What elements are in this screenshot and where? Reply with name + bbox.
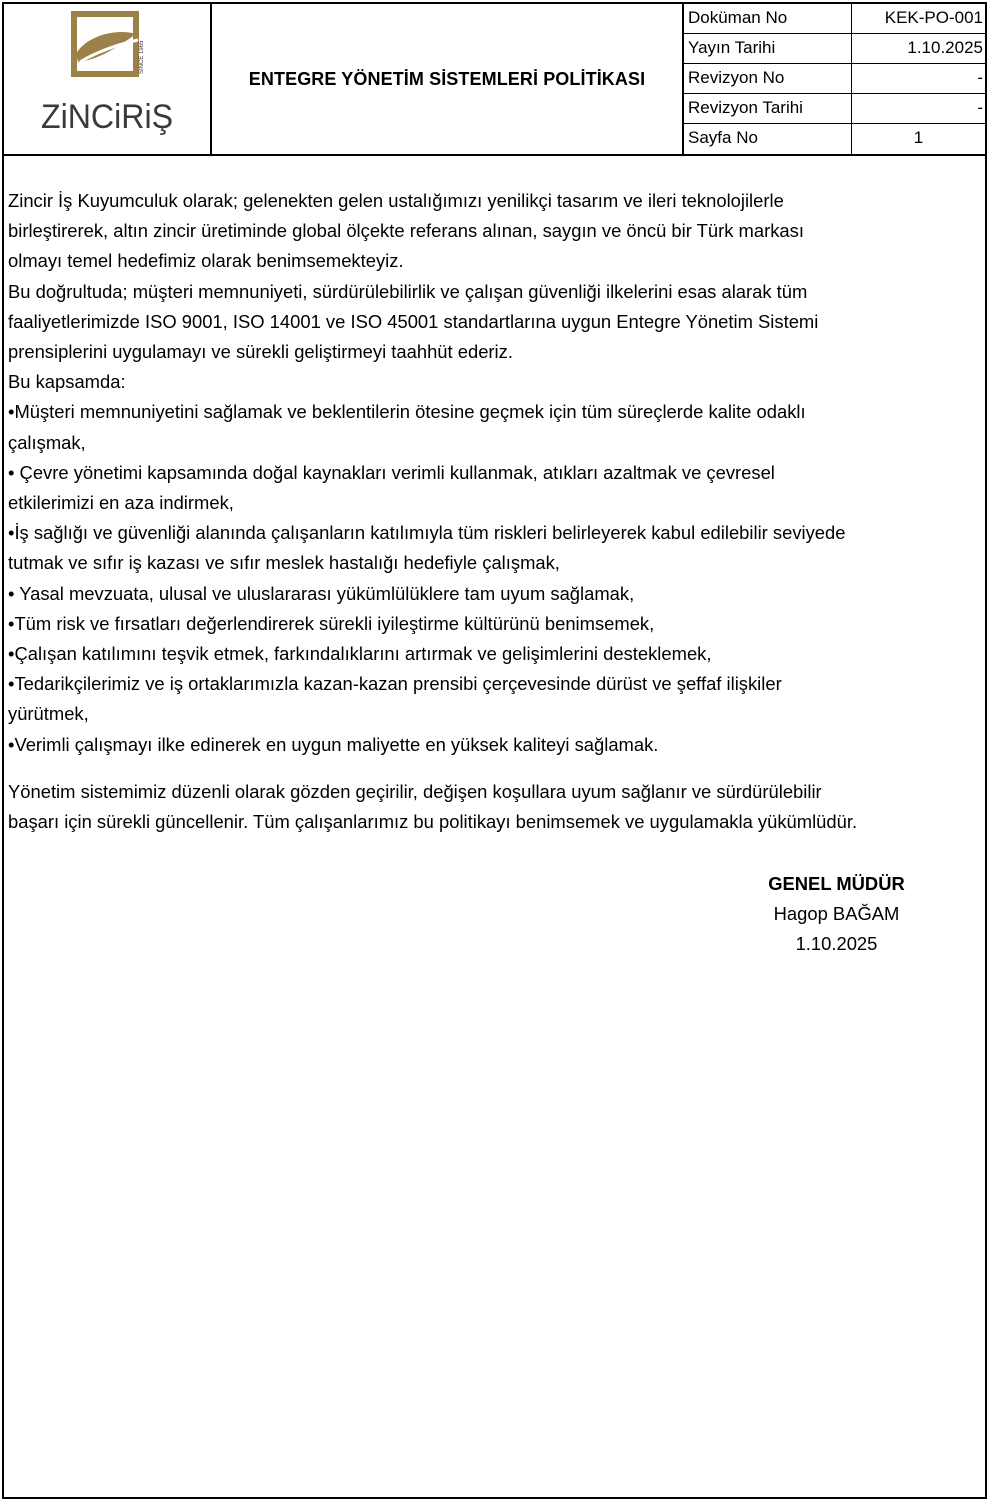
meta-divider (851, 94, 852, 123)
meta-label: Sayfa No (688, 128, 758, 147)
document-page (2, 2, 987, 1499)
body-line: tutmak ve sıfır iş kazası ve sıfır meslek hastalığı hedefiyle çalışmak, (8, 552, 560, 574)
signature-block (734, 869, 939, 960)
body-line: •Çalışan katılımını teşvik etmek, farkındalıklarını artırmak ve gelişimlerini desteklemek, (8, 643, 712, 665)
meta-label: Doküman No (688, 8, 788, 27)
body-line: Bu kapsamda: (8, 371, 126, 393)
meta-row-publish-date (684, 34, 985, 64)
body-line: prensiplerini uygulamayı ve sürekli geliştirmeyi taahhüt ederiz. (8, 341, 513, 363)
meta-value: KEK-PO-001 (884, 8, 983, 27)
chain-link-icon (74, 14, 138, 74)
meta-label: Yayın Tarihi (688, 38, 776, 57)
body-line: Zincir İş Kuyumculuk olarak; gelenekten gelen ustalığımızı yenilikçi tasarım ve ileri teknolojilerle (8, 190, 784, 211)
body-line: • Yasal mevzuata, ulusal ve uluslararası yükümlülüklere tam uyum sağlamak, (8, 582, 635, 604)
body-line: •Verimli çalışmayı ilke edinerek en uygun maliyette en yüksek kaliteyi sağlamak. (8, 733, 659, 755)
meta-divider (851, 34, 852, 63)
signatory-name: Hagop BAĞAM (773, 903, 900, 925)
body-line: faaliyetlerimizde ISO 9001, ISO 14001 ve ISO 45001 standartlarına uygun Entegre Yönetim Sistemi (8, 310, 819, 332)
body-line: yürütmek, (8, 703, 89, 725)
body-line: •Tüm risk ve fırsatları değerlendirerek sürekli iyileştirme kültürünü benimsemek, (8, 612, 655, 634)
policy-closing (8, 777, 983, 837)
meta-label: Revizyon No (688, 68, 785, 87)
body-line: • Çevre yönetimi kapsamında doğal kaynakları verimli kullanmak, atıkları azaltmak ve çevresel (8, 461, 775, 483)
meta-divider (851, 64, 852, 93)
document-title: ENTEGRE YÖNETİM SİSTEMLERİ POLİTİKASI (248, 68, 646, 89)
body-line: Bu doğrultuda; müşteri memnuniyeti, sürdürülebilirlik ve çalışan güvenliği ilkelerini esas alarak tüm (8, 280, 808, 302)
meta-value: - (977, 98, 983, 117)
logo-cell (4, 4, 212, 154)
closing-line: Yönetim sistemimiz düzenli olarak gözden geçirilir, değişen koşullara uyum sağlanır ve sürdürülebilir (8, 781, 822, 802)
meta-row-document-no (684, 4, 985, 34)
closing-line: başarı için sürekli güncellenir. Tüm çalışanlarımız bu politikayı benimsemek ve uygulamakla yükümlüdür. (8, 811, 858, 833)
meta-value: - (977, 68, 983, 87)
body-line: •Müşteri memnuniyetini sağlamak ve beklentilerin ötesine geçmek için tüm süreçlerde kalite odaklı (8, 401, 806, 423)
signature-date: 1.10.2025 (795, 933, 878, 955)
meta-divider (851, 4, 852, 33)
zincirs-logo (4, 4, 210, 154)
body-line: •Tedarikçilerimiz ve iş ortaklarımızla kazan-kazan prensibi çerçevesinde dürüst ve şeffaf ilişkiler (8, 673, 782, 695)
title-cell (212, 4, 684, 154)
since-label: SINCE 1965 (139, 40, 145, 74)
meta-value: 1.10.2025 (907, 38, 983, 57)
meta-value: 1 (913, 128, 924, 147)
meta-row-revision-no (684, 64, 985, 94)
body-line: •İş sağlığı ve güvenliği alanında çalışanların katılımıyla tüm riskleri belirleyerek kabul edilebilir seviyede (8, 522, 846, 544)
body-line: birleştirerek, altın zincir üretiminde global ölçekte referans alınan, saygın ve öncü bir Türk markası (8, 220, 804, 242)
body-line: çalışmak, (8, 431, 86, 453)
meta-label: Revizyon Tarihi (688, 98, 803, 117)
document-header (4, 4, 985, 156)
logo-wordmark: ZiNCiRiŞ (41, 98, 173, 136)
meta-row-page-no (684, 124, 985, 154)
body-line: olmayı temel hedefimiz olarak benimsemekteyiz. (8, 250, 404, 272)
meta-row-revision-date (684, 94, 985, 124)
policy-body (8, 186, 983, 760)
signatory-title: GENEL MÜDÜR (768, 873, 905, 894)
body-line: etkilerimizi en aza indirmek, (8, 492, 234, 514)
document-meta-table (684, 4, 985, 154)
